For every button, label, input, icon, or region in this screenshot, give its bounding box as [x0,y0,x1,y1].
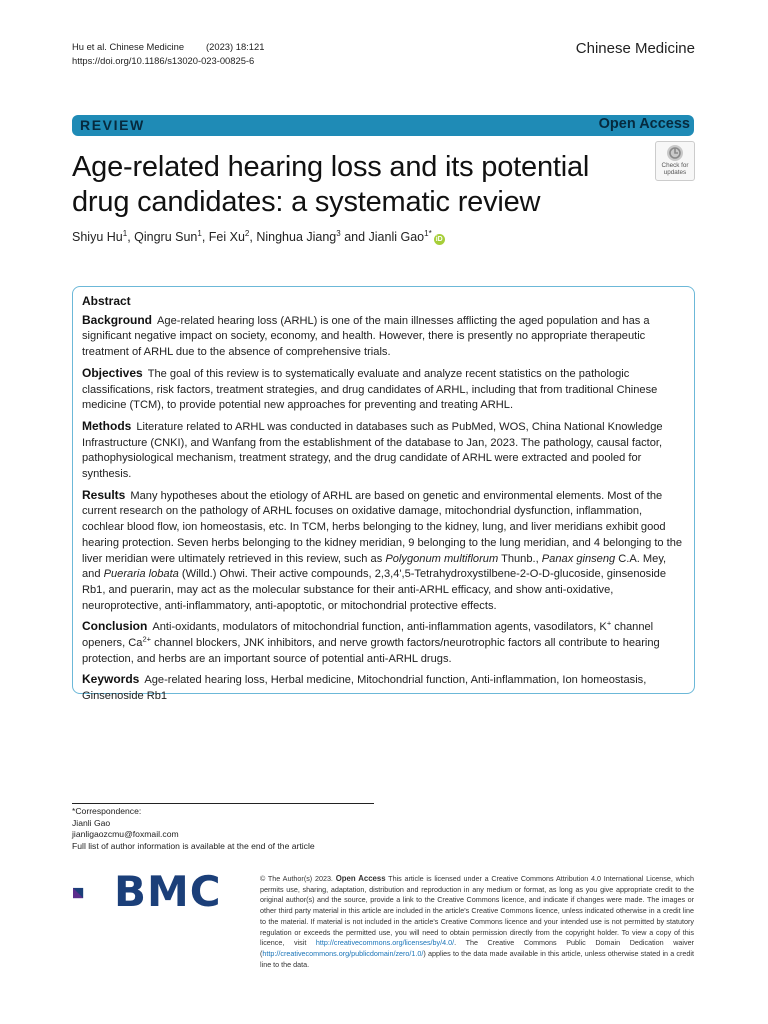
author-name[interactable]: Shiyu Hu [72,230,123,245]
correspondence-email[interactable]: jianligaozcmu@foxmail.com [72,829,179,840]
herb-name: Pueraria lobata [103,568,179,581]
conclusion-label: Conclusion [82,619,148,634]
license-body-b: . The Creative Commons Public Domain Dedication waiver ( [260,938,694,958]
check-updates-icon [666,144,684,162]
methods-text: Literature related to ARHL was conducted in databases such as PubMed, WOS, China National Knowledge Infrastructure (CNKI), and Wanfang from the establishment of the database to Jan, 2023. The pathology, causal factor, pathophysiological mechanism, treatment strategy, and the drug candidate of ARHL were extracted and pooled for synthesis. [82,420,663,481]
orcid-icon[interactable]: iD [435,236,443,244]
conclusion-text-c: channel blockers, JNK inhibitors, and nerve growth factors/neurotrophic factors all contribute to hearing protection, and herbs are an important source of potential anti-ARHL drugs. [82,637,660,665]
journal-name: Chinese Medicine [575,40,695,57]
results-label: Results [82,487,126,502]
keywords-label: Keywords [82,672,140,687]
conclusion-text-a: Anti-oxidants, modulators of mitochondrial function, anti-inflammation agents, vasodilators, K [152,621,607,634]
results-text-b: Thunb., [498,552,542,565]
author-affiliation: 1* [424,229,432,238]
correspondence-name: Jianli Gao [72,817,111,828]
author-name[interactable]: Fei Xu [208,230,245,245]
citation-line [72,40,264,54]
bmc-logo-icon[interactable] [73,874,111,912]
license-text [260,874,694,970]
results-text-c: C.A. Mey, and [82,552,667,581]
license-body-c: ) applies to the data made available in this article, unless otherwise stated in a credit line to the data. [260,948,694,969]
correspondence-label: *Correspondence: [72,806,142,816]
abstract-objectives [82,366,685,414]
check-for-updates-button[interactable] [655,141,695,181]
doi-link[interactable]: https://doi.org/10.1186/s13020-023-00825-6 [72,55,255,66]
copyright: © The Author(s) 2023. [260,874,333,883]
abstract-box [72,286,695,703]
results-text-a: Many hypotheses about the etiology of ARHL are based on genetic and environmental elements. Most of the current research on the pathology of ARHL focuses on oxidative damage, mitochondrial dysfunction, inflammation, cochlear blood flow, ion homeostasis, etc. In TCM, herbs belonging to the kidney, lung, and liver meridians exhibit good hearing protection. Seven herbs belonging to the kidney meridian, 9 belonging to the lung meridian, and 4 belonging to the liver meridian were ultimately retrieved in this review, such as [82,489,683,565]
background-text: Age-related hearing loss (ARHL) is one of the main illnesses afflicting the aged population and has a significant negative impact on society, economy, and health. However, there is presently no appropriate therapeutic treatment of ARHL due to the absence of comprehensive trials. [82,314,650,359]
open-access-label: Open Access [598,116,690,132]
bmc-logo-text[interactable]: BMC [114,867,222,916]
abstract-conclusion [82,619,685,667]
abstract-background [82,313,685,361]
check-updates-line1: Check for [661,162,689,169]
year-volume: (2023) 18:121 [206,41,265,52]
author-list: Shiyu Hu$^1$, Qingru Sun$^1$, Fei Xu$^2$, Ninghua Jiang$^3$ and Jianli Gao$^{1*}$iD [72,229,443,245]
abstract-keywords [82,672,685,704]
superscript: 2+ [142,634,151,644]
and-word: and [344,230,366,245]
cc-by-link[interactable]: http://creativecommons.org/licenses/by/4.0/ [315,938,455,948]
keywords-text: Age-related hearing loss, Herbal medicine, Mitochondrial function, Anti-inflammation, Ion homeostasis, Ginsenoside Rb1 [82,674,647,703]
author-affiliation: 3 [336,229,341,238]
article-type-banner [72,115,694,136]
superscript: + [606,618,612,628]
objectives-text: The goal of this review is to systematically evaluate and analyze recent statistics on the pathologic classifications, risk factors, treatment strategies, and drug candidates of ARHL, including that from traditional Chinese medicine (TCM), to provide potential new approaches for preventing and treating ARHL. [82,367,658,412]
author-affiliation: 2 [244,229,250,238]
background-label: Background [82,312,153,327]
article-title: Age-related hearing loss and its potential drug candidates: a systematic review [72,151,590,218]
article-type-label: REVIEW [80,117,145,133]
author-affiliation: 1 [197,229,202,238]
results-text-d: (Willd.) Ohwi. Their active compounds, 2,3,4',5-Tetrahydroxystilbene-2-O-D-glucoside, ginsenoside Rb1, and puerarin, may act as the molecular substance for their anti-ARHL efficacy, and show anti-oxidative, neuroprotective, anti-inflammatory, anti-apoptotic, or mitochondrial protective effects. [82,568,667,612]
license-body-a: This article is licensed under a Creative Commons Attribution 4.0 International License, which permits use, sharing, adaptation, distribution and reproduction in any medium or format, as long as you give appropriate credit to the original author(s) and the source, provide a link to the Creative Commons licence, and indicate if changes were made. The images or other third party material in this article are included in the article's Creative Commons licence, unless indicated otherwise in a credit line to the material. If material is not included in the article's Creative Commons licence and your intended use is not permitted by statutory regulation or exceeds the permitted use, you will need to obtain permission directly from the copyright holder. To view a copy of this licence, visit [260,874,694,948]
objectives-label: Objectives [82,365,143,380]
check-updates-line2: updates [663,169,687,176]
cc-zero-link[interactable]: http://creativecommons.org/publicdomain/zero/1.0/ [262,948,424,958]
correspondence-block [72,806,315,853]
abstract-heading: Abstract [82,294,131,308]
author-name[interactable]: Qingru Sun [134,230,198,245]
open-access-tag: Open Access [335,874,386,883]
abstract-results [82,488,685,615]
author-name[interactable]: Ninghua Jiang [256,230,337,245]
conclusion-text-b: channel openers, Ca [82,621,654,650]
citation-header [72,40,264,68]
author-info-note: Full list of author information is available at the end of the article [72,841,315,852]
author-affiliation: 1 [122,229,128,238]
herb-name: Polygonum multiflorum [385,552,499,565]
author-name[interactable]: Jianli Gao [368,230,425,245]
authors-short: Hu et al. Chinese Medicine [72,41,185,52]
footnote-divider [72,803,374,804]
abstract-methods [82,419,685,483]
methods-label: Methods [82,418,132,433]
herb-name: Panax ginseng [541,552,616,565]
